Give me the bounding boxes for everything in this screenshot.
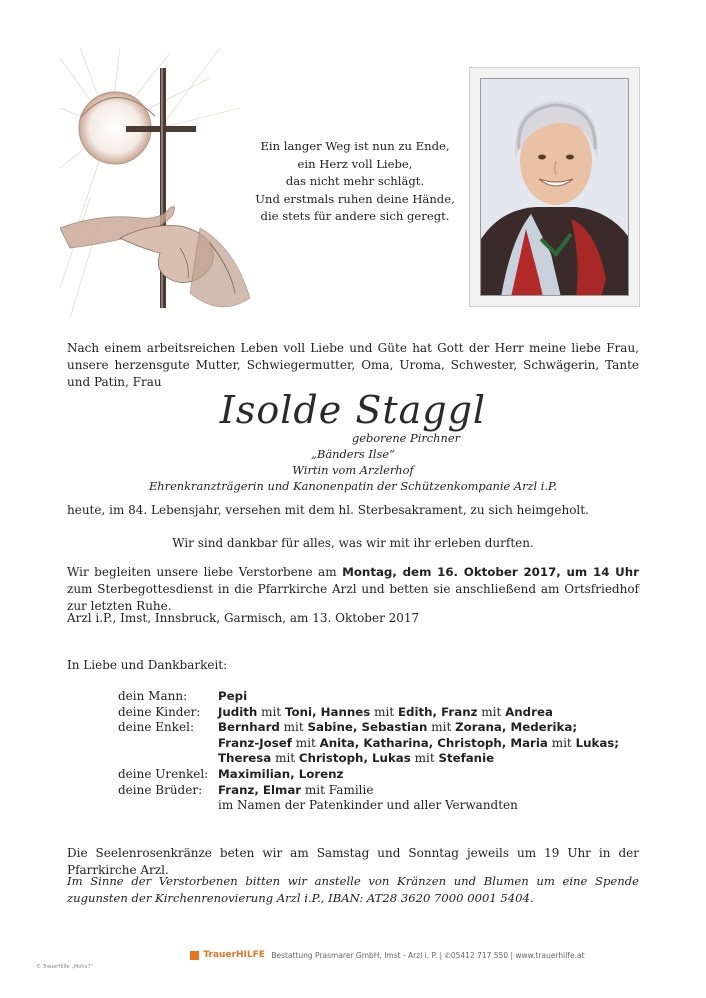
family-label: deine Kinder: (118, 704, 201, 719)
funeral-date: Montag, dem 16. Oktober 2017, um 14 Uhr (342, 565, 639, 579)
funeral-part: Wir begleiten unsere liebe Verstorbene am (67, 565, 343, 579)
family-bold: Christoph, Lukas (298, 751, 411, 766)
family-value (218, 767, 638, 783)
cross-hands-illustration (60, 48, 260, 330)
place-date: Arzl i.P., Imst, Innsbruck, Garmisch, am 13. Oktober 2017 (67, 611, 420, 625)
poem-line: ein Herz voll Liebe, (297, 156, 413, 171)
family-text: mit (477, 704, 506, 719)
family-text: mit (370, 704, 398, 719)
family-text: mit (279, 720, 308, 735)
family-bold: Pepi (218, 689, 248, 703)
family-bold: Bernhard (218, 720, 280, 735)
nickname: „Bänders Ilse“ (311, 447, 395, 461)
family-label: deine Brüder: (118, 782, 203, 797)
brand-logo-icon (190, 951, 199, 960)
portrait-frame (469, 67, 640, 307)
family-label: dein Mann: (118, 689, 188, 703)
family-label: deine Urenkel: (118, 767, 209, 781)
thanks-line: Wir sind dankbar für alles, was wir mit ihr erleben durften. (172, 536, 534, 550)
portrait-image (481, 79, 629, 296)
mourning-intro: In Liebe und Dankbarkeit: (67, 658, 228, 672)
family-bold: Andrea (505, 704, 553, 719)
brand-name: TrauerHILFE (203, 950, 265, 960)
deceased-name: Isolde Staggl (219, 388, 487, 432)
poem (255, 138, 455, 226)
family-value (218, 705, 638, 721)
family-value (218, 751, 638, 767)
intro-text: Nach einem arbeitsreichen Leben voll Liebe und Güte hat Gott der Herr meine liebe Frau, unsere herzensgute Mutter, Schwiegermutter, Oma, Uroma, Schwester, Schwägerin, Tante und Patin, Frau (67, 341, 639, 389)
family-bold: Zorana, Mederika; (455, 720, 578, 735)
family-label: deine Enkel: (118, 720, 195, 735)
family-text: mit (410, 751, 439, 766)
family-others: im Namen der Patenkinder und aller Verwandten (218, 798, 518, 813)
family-value (218, 689, 638, 705)
family-bold: Anita, Katharina, Christoph, Maria (319, 735, 548, 750)
family-text: mit (547, 735, 576, 750)
copyright-note: © TrauerHilfe „Motiv7“ (36, 964, 94, 970)
family-text: mit (291, 735, 320, 750)
maiden-name: geborene Pirchner (351, 431, 461, 445)
family-bold: Lukas; (575, 735, 620, 750)
poem-line: die stets für andere sich geregt. (260, 209, 450, 223)
family-bold: Stefanie (438, 751, 495, 766)
funeral-part: zum Sterbegottesdienst in die Pfarrkirche Arzl und betten sie anschließend am Ortsfriedhof zur letzten Ruhe. (67, 582, 639, 613)
death-line: heute, im 84. Lebensjahr, versehen mit dem hl. Sterbesakrament, zu sich heimgeholt. (67, 503, 589, 517)
poem-line: Und erstmals ruhen deine Hände, (255, 191, 455, 206)
family-text: mit (257, 704, 285, 719)
footer (190, 950, 585, 960)
family-bold: Franz, Elmar (218, 782, 302, 797)
poem-line: das nicht mehr schlägt. (285, 174, 425, 188)
honors: Ehrenkranzträgerin und Kanonenpatin der Schützenkompanie Arzl i.P. (148, 479, 558, 493)
family-bold: Theresa (218, 751, 272, 766)
family-bold: Maximilian, Lorenz (218, 767, 344, 781)
family-text: mit Familie (301, 782, 374, 797)
family-text: mit (427, 720, 456, 735)
family-bold: Toni, Hannes (285, 704, 371, 719)
family-value (218, 783, 638, 799)
footer-text: Bestattung Prasmarer GmbH, Imst - Arzl i. P. | ✆05412 717 550 | www.trauerhilfe.at (271, 950, 585, 960)
family-bold: Franz-Josef (218, 735, 292, 750)
family-list (0, 689, 706, 819)
role: Wirtin vom Arzlerhof (292, 463, 414, 477)
family-bold: Edith, Franz (397, 704, 478, 719)
portrait-photo (480, 78, 629, 296)
poem-line: Ein langer Weg ist nun zu Ende, (260, 139, 450, 153)
rosary-text: Die Seelenrosenkränze beten wir am Samstag und Sonntag jeweils um 19 Uhr in der Pfarrkirche Arzl. (67, 846, 639, 877)
family-bold: Judith (218, 704, 258, 719)
donation-text: Im Sinne der Verstorbenen bitten wir anstelle von Kränzen und Blumen um eine Spende zugunsten der Kirchenrenovierung Arzl i.P., IBAN: AT28 3620 7000 0001 5404. (67, 874, 639, 905)
family-value (218, 736, 638, 752)
family-bold: Sabine, Sebastian (307, 720, 428, 735)
family-text: mit (271, 751, 299, 766)
funeral-text (67, 564, 639, 615)
family-value (218, 720, 638, 736)
